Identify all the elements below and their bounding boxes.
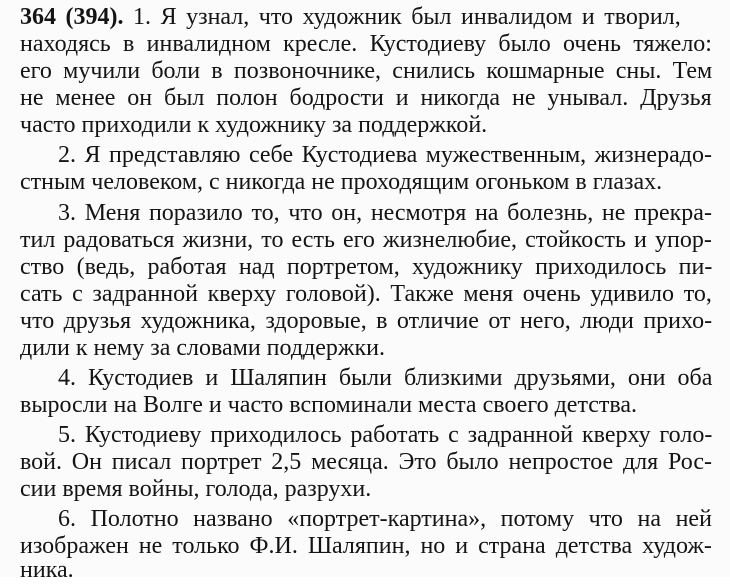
- text-line: [20, 4, 681, 31]
- text-line: вой. Он писал портрет 2,5 месяца. Это было непростое для Рос-: [20, 449, 712, 475]
- text-line: что друзья художника, здоровые, в отличие от него, люди прихо-: [20, 308, 713, 334]
- text-line: сать с задранной кверху головой). Также меня очень удивило то,: [20, 281, 712, 307]
- text-line: ство (ведь, работая над портретом, художнику приходилось пи-: [20, 254, 713, 280]
- line-text: 1. Я узнал, что художник был инвалидом и творил,: [133, 4, 681, 30]
- text-line: выросли на Волге и часто вспоминали места своего детства.: [20, 392, 638, 418]
- text-line: 3. Меня поразило то, что он, несмотря на болезнь, не прекра-: [58, 200, 712, 226]
- exercise-number: 364 (394).: [20, 4, 124, 30]
- text-line: дили к нему за словами поддержки.: [20, 335, 385, 361]
- text-line: его мучили боли в позвоночнике, снились кошмарные сны. Тем: [20, 58, 713, 84]
- text-line: стным человеком, с никогда не проходящим огоньком в глазах.: [20, 169, 663, 195]
- text-line: находясь в инвалидном кресле. Кустодиеву было очень тяжело:: [20, 31, 712, 57]
- text-line: 6. Полотно названо «портрет-картина», потому что на ней: [58, 506, 712, 532]
- text-line: 5. Кустодиеву приходилось работать с задранной кверху голо-: [58, 422, 713, 448]
- text-line: 2. Я представляю себе Кустодиева мужественным, жизнерадо-: [58, 142, 712, 168]
- text-line: сии время войны, голода, разрухи.: [20, 476, 372, 502]
- text-line: изображен не только Ф.И. Шаляпин, но и страна детства худож-: [20, 533, 712, 559]
- text-line: тил радоваться жизни, то есть его жизнелюбие, стойкость и упор-: [20, 227, 712, 253]
- text-line: ника.: [20, 557, 74, 583]
- text-line: часто приходили к художнику за поддержкой.: [20, 112, 488, 138]
- text-line: 4. Кустодиев и Шаляпин были близкими друзьями, они оба: [58, 365, 713, 391]
- text-line: не менее он был полон бодрости и никогда не унывал. Друзья: [20, 85, 712, 111]
